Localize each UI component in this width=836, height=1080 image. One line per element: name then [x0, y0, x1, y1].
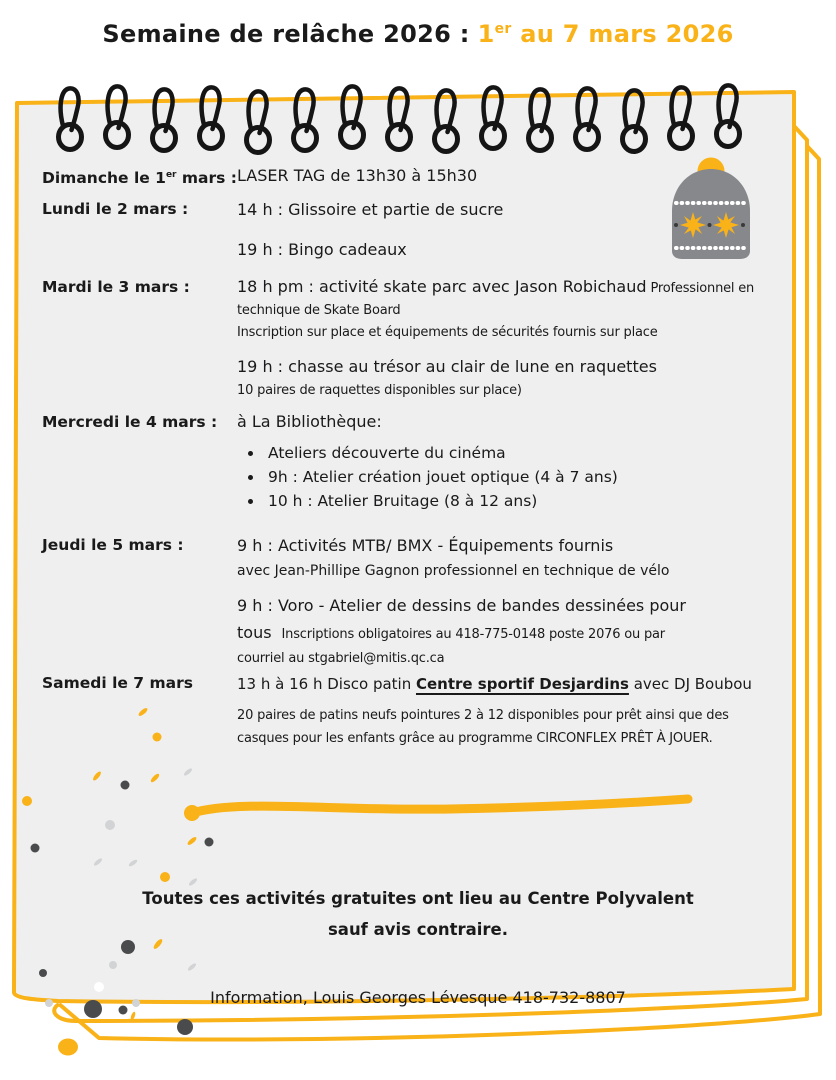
activity-note: 20 paires de patins neufs pointures 2 à 12 disponibles pour prêt ainsi que des [237, 708, 729, 723]
bullet-list [237, 441, 618, 513]
activity-text: 18 h pm : activité skate parc avec Jason Robichaud Professionnel en [237, 277, 755, 296]
confetti-dot [22, 796, 32, 806]
schedule-row-samedi [42, 671, 794, 750]
day-activities [237, 533, 686, 670]
confetti-dot [39, 969, 47, 977]
activity-text: avec Jean-Phillipe Gagnon professionnel en technique de vélo [237, 563, 670, 579]
confetti-dot [160, 872, 170, 882]
activity-text: technique de Skate Board [237, 303, 401, 318]
activity-note: Inscription sur place et équipements de sécurités fournis sur place [237, 325, 658, 340]
day-label: Dimanche le 1er mars : [42, 169, 237, 188]
bullet-item: • 10 h : Atelier Bruitage (8 à 12 ans) [264, 489, 618, 513]
day-label: Mardi le 3 mars : [42, 278, 190, 296]
schedule-row-jeudi [42, 533, 794, 670]
schedule-row-dimanche [42, 163, 794, 190]
confetti-dot [31, 844, 40, 853]
activity-text: 9 h : Activités MTB/ BMX - Équipements fournis [237, 536, 614, 555]
day-activities [237, 163, 477, 189]
activity-text: 13 h à 16 h Disco patin Centre sportif Desjardins avec DJ Boubou [237, 675, 752, 693]
title-main: Semaine de relâche 2026 : [102, 20, 470, 48]
confetti-dot [205, 838, 214, 847]
confetti-dot [177, 1019, 193, 1035]
day-label: Lundi le 2 mars : [42, 200, 189, 218]
bullet-item: • 9h : Atelier création jouet optique (4 à 7 ans) [264, 465, 618, 489]
confetti-dot [105, 820, 115, 830]
activity-text: 9 h : Voro - Atelier de dessins de bandes dessinées pour [237, 596, 687, 615]
footer-line-1: Toutes ces activités gratuites ont lieu au Centre Polyvalent [142, 889, 694, 908]
activity-text: 19 h : chasse au trésor au clair de lune en raquettes [237, 357, 657, 376]
activity-text: 19 h : Bingo cadeaux [237, 240, 407, 259]
footer-note [0, 883, 836, 945]
confetti-dot [109, 961, 117, 969]
activity-text: à La Bibliothèque: [237, 412, 382, 431]
day-label: Jeudi le 5 mars : [42, 536, 184, 554]
footer-line-2: sauf avis contraire. [327, 920, 508, 939]
activity-note: courriel au stgabriel@mitis.qc.ca [237, 651, 445, 666]
activity-note: 10 paires de raquettes disponibles sur place) [237, 383, 522, 398]
day-label: Samedi le 7 mars [42, 674, 193, 692]
confetti-dot [58, 1039, 78, 1056]
activity-text: 14 h : Glissoire et partie de sucre [237, 200, 504, 219]
schedule-row-lundi [42, 197, 794, 263]
venue-name: Centre sportif Desjardins [415, 675, 629, 693]
day-activities [237, 197, 503, 263]
contact-info: Information, Louis Georges Lévesque 418-732-8807 [210, 988, 626, 1007]
day-label: Mercredi le 4 mars : [42, 413, 218, 431]
day-activities [237, 275, 754, 402]
confetti-dot [121, 781, 130, 790]
activity-text: tous Inscriptions obligatoires au 418-775-0148 poste 2076 ou par [237, 623, 665, 642]
activity-note: casques pour les enfants grâce au programme CIRCONFLEX PRÊT À JOUER. [237, 731, 713, 746]
title-date: 1er au 7 mars 2026 [477, 20, 734, 48]
bullet-item: • Ateliers découverte du cinéma [264, 441, 618, 465]
day-activities [237, 671, 752, 750]
schedule-row-mardi [42, 275, 794, 402]
day-activities [237, 410, 618, 513]
schedule-row-mercredi [42, 410, 794, 513]
activity-text: LASER TAG de 13h30 à 15h30 [237, 166, 478, 185]
page-title [0, 20, 836, 48]
